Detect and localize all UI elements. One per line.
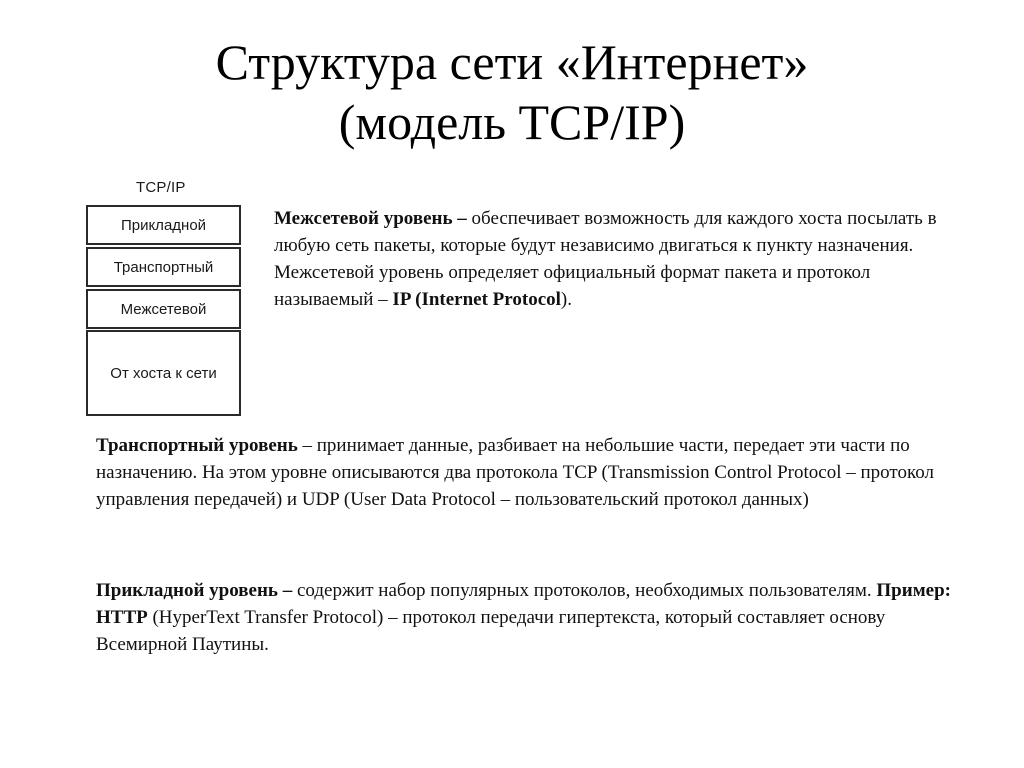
transport-layer-text: – принимает данные, разбивает на небольшие части, передает эти части по назначению. На этом уровне описываются два протокола TCP (Transmission Control Protocol – протокол управления передачей) и UDP (User Data Protocol – пользовательский протокол данных) xyxy=(96,435,934,510)
internet-layer-protocol: IP (Internet Protocol xyxy=(392,289,561,310)
application-layer-text-1: содержит набор популярных протоколов, необходимых пользователям. xyxy=(292,580,877,601)
application-layer-description xyxy=(96,577,956,658)
transport-layer-term: Транспортный уровень xyxy=(96,435,298,456)
application-layer-example-label: Пример: HTTP xyxy=(96,580,951,628)
slide-title-line-2: (модель TCP/IP) xyxy=(338,94,686,150)
layer-application-box: Прикладной xyxy=(86,205,241,245)
internet-layer-text-1: обеспечивает возможность для каждого хоста посылать в любую сеть пакеты, которые будут независимо двигаться к пункту назначения. Межсетевой уровень определяет официальный формат пакета и протокол называемый – xyxy=(274,208,937,310)
stack-caption: TCP/IP xyxy=(136,179,186,196)
tcp-ip-stack-diagram xyxy=(86,176,246,418)
slide-title-line-1: Структура сети «Интернет» xyxy=(215,34,809,90)
internet-layer-term: Межсетевой уровень – xyxy=(274,208,467,229)
application-layer-text-2: (HyperText Transfer Protocol) – протокол передачи гипертекста, который составляет основу Всемирной Паутины. xyxy=(96,607,886,655)
internet-layer-description xyxy=(274,205,944,313)
layer-internet-box: Межсетевой xyxy=(86,289,241,329)
application-layer-term: Прикладной уровень – xyxy=(96,580,293,601)
layer-host-to-network-box: От хоста к сети xyxy=(86,330,241,416)
slide-title xyxy=(0,32,1024,152)
internet-layer-text-2: ). xyxy=(560,289,572,310)
transport-layer-description xyxy=(96,432,956,513)
layer-transport-box: Транспортный xyxy=(86,247,241,287)
